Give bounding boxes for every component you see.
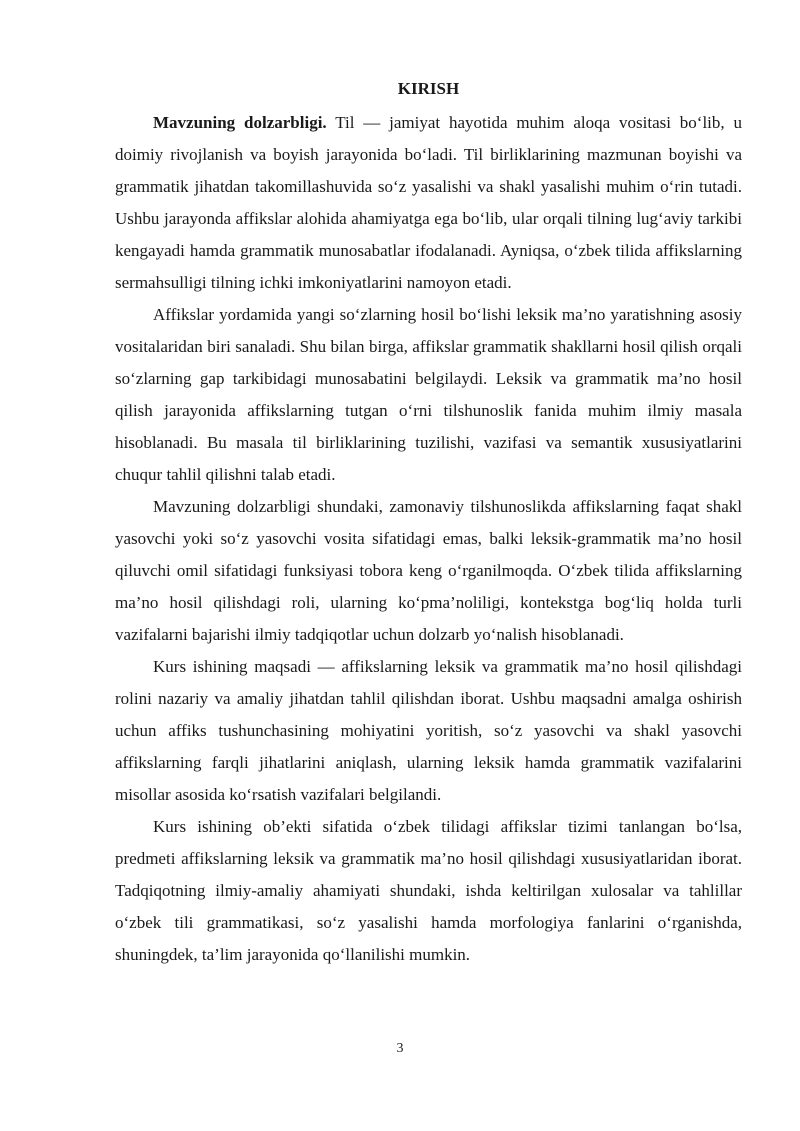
section-heading: KIRISH [397, 79, 460, 98]
document-page [115, 76, 742, 971]
paragraph-object: Kurs ishining ob’ekti sifatida o‘zbek tilidagi affikslar tizimi tanlangan bo‘lsa, predmeti affikslarning leksik va grammatik ma’no hosil qilishdagi xususiyatlaridan iborat. Tadqiqotning ilmiy-amaliy ahamiyati shundaki, ishda keltirilgan xulosalar va tahlillar o‘zbek tili grammatikasi, so‘z yasalishi hamda morfologiya fanlarini o‘rganishda, shuningdek, ta’lim jarayonida qo‘llanilishi mumkin. [115, 817, 742, 964]
paragraph-text: Til — jamiyat hayotida muhim aloqa vositasi bo‘lib, u doimiy rivojlanish va boyish jarayonida bo‘ladi. Til birliklarining mazmunan boyishi va grammatik jihatdan takomillashuvida so‘z yasalishi va shakl yasalishi muhim o‘rin tutadi. Ushbu jarayonda affikslar alohida ahamiyatga ega bo‘lib, ular orqali tilning lug‘aviy tarkibi kengayadi hamda grammatik munosabatlar ifodalanadi. Ayniqsa, o‘zbek tilida affikslarning sermahsulligi tilning ichki imkoniyatlarini namoyon etadi. [115, 113, 742, 292]
paragraph-affixes: Affikslar yordamida yangi so‘zlarning hosil bo‘lishi leksik ma’no yaratishning asosiy vositalaridan biri sanaladi. Shu bilan birga, affikslar grammatik shakllarni hosil qilish orqali so‘zlarning gap tarkibidagi munosabatini belgilaydi. Leksik va grammatik ma’no hosil qilish jarayonida affikslarning tutgan o‘rni tilshunoslik fanida muhim ilmiy masala hisoblanadi. Bu masala til birliklarining tuzilishi, vazifasi va semantik xususiyatlarini chuqur tahlil qilishni talab etadi. [115, 305, 742, 484]
page-number: 3 [396, 1041, 404, 1056]
paragraph-lead: Mavzuning dolzarbligi. [153, 113, 327, 132]
paragraph-relevance [115, 107, 742, 299]
paragraph-topic-relevance: Mavzuning dolzarbligi shundaki, zamonaviy tilshunoslikda affikslarning faqat shakl yasovchi yoki so‘z yasovchi vosita sifatidagi emas, balki leksik-grammatik ma’no hosil qiluvchi omil sifatidagi funksiyasi tobora keng o‘rganilmoqda. O‘zbek tilida affikslarning ma’no hosil qilishdagi roli, ularning ko‘pma’noliligi, kontekstga bog‘liq holda turli vazifalarni bajarishi ilmiy tadqiqotlar uchun dolzarb yo‘nalish hisoblanadi. [115, 497, 742, 644]
paragraph-goal: Kurs ishining maqsadi — affikslarning leksik va grammatik ma’no hosil qilishdagi rolini nazariy va amaliy jihatdan tahlil qilishdan iborat. Ushbu maqsadni amalga oshirish uchun affiks tushunchasining mohiyatini yoritish, so‘z yasovchi va shakl yasovchi affikslarning farqli jihatlarini aniqlash, ularning leksik hamda grammatik vazifalarini misollar asosida ko‘rsatish vazifalari belgilandi. [115, 657, 742, 804]
